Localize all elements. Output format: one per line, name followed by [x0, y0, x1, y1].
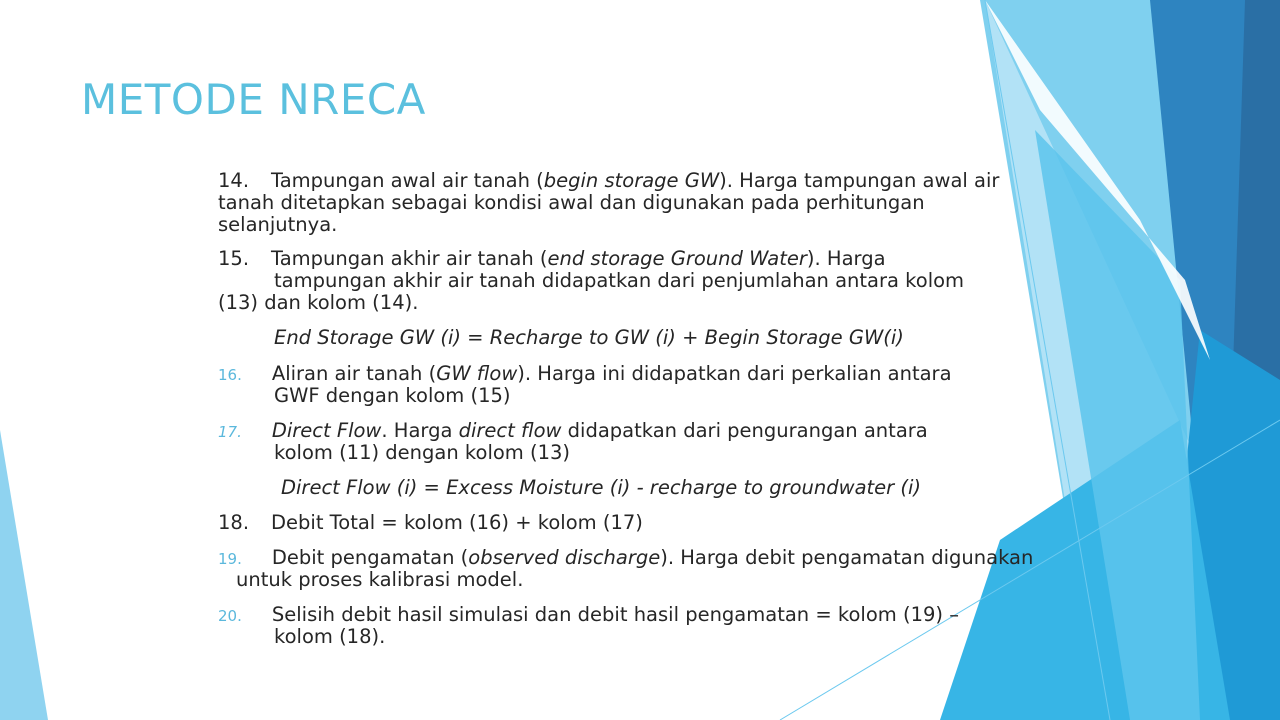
left-accent-shape	[0, 430, 48, 720]
formula-direct-flow	[281, 477, 921, 499]
item-number: 19.	[218, 550, 242, 568]
item-text: . Harga	[381, 419, 459, 442]
item-text: kolom (18).	[274, 625, 386, 648]
item-text: tanah ditetapkan sebagai kondisi awal dan digunakan pada perhitungan	[218, 191, 925, 214]
item-text-italic: end storage Ground Water	[547, 247, 807, 270]
formula-text: End Storage GW (i) = Recharge to GW (i) + Begin Storage GW(i)	[274, 326, 904, 349]
item-text: ). Harga debit pengamatan digunakan	[660, 546, 1034, 569]
item-text: Debit pengamatan (	[271, 546, 469, 569]
item-text: kolom (11) dengan kolom (13)	[274, 441, 571, 464]
item-text: GWF dengan kolom (15)	[274, 384, 511, 407]
item-text-italic: observed discharge	[468, 546, 661, 569]
item-text-italic: GW flow	[436, 362, 518, 385]
formula-end-storage	[274, 327, 904, 349]
item-text: ). Harga tampungan awal air	[719, 169, 1000, 192]
item-text: selanjutnya.	[218, 213, 338, 236]
item-text: untuk proses kalibrasi model.	[236, 568, 524, 591]
item-text-italic: direct flow	[458, 419, 562, 442]
item-text: (13) dan kolom (14).	[218, 291, 419, 314]
item-text: Selisih debit hasil simulasi dan debit hasil pengamatan = kolom (19) –	[271, 603, 959, 626]
item-number: 15.	[218, 247, 250, 270]
item-text: Debit Total = kolom (16) + kolom (17)	[271, 511, 643, 534]
item-number: 20.	[218, 607, 242, 625]
slide-title: METODE NRECA	[81, 75, 426, 124]
item-text: tampungan akhir air tanah didapatkan dari penjumlahan antara kolom	[274, 269, 965, 292]
item-number: 18.	[218, 511, 250, 534]
item-number: 17.	[218, 423, 242, 441]
formula-text: Direct Flow (i) = Excess Moisture (i) - recharge to groundwater (i)	[281, 476, 922, 499]
item-text: didapatkan dari pengurangan antara	[561, 419, 928, 442]
item-text: Aliran air tanah (	[271, 362, 437, 385]
item-number: 14.	[218, 169, 250, 192]
item-text-italic: Direct Flow	[271, 419, 382, 442]
item-text: Tampungan akhir air tanah (	[271, 247, 548, 270]
item-text-italic: begin storage GW	[543, 169, 720, 192]
item-text: ). Harga	[806, 247, 886, 270]
item-text: Tampungan awal air tanah (	[271, 169, 544, 192]
item-text: ). Harga ini didapatkan dari perkalian antara	[517, 362, 952, 385]
item-number: 16.	[218, 366, 242, 384]
